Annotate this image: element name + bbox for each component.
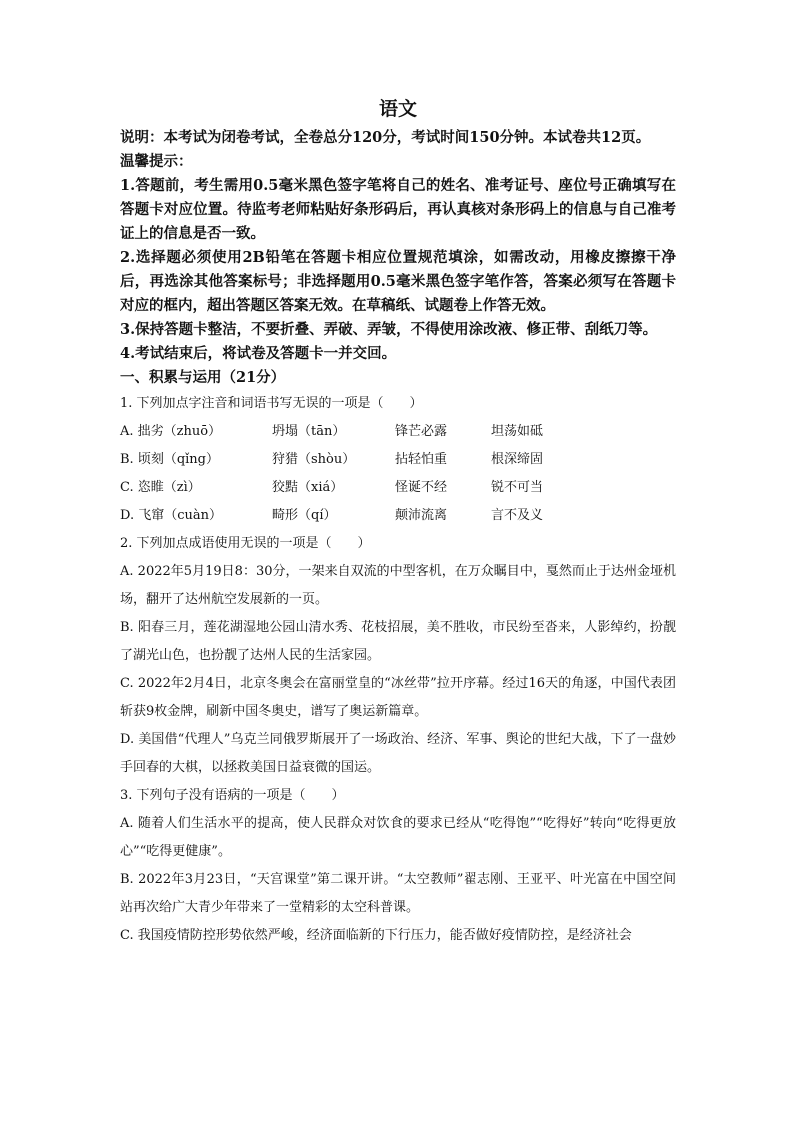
option-word: 言不及义	[491, 508, 544, 523]
option-word: 根深缔固	[491, 452, 544, 467]
question-3-stem: 3. 下列句子没有语病的一项是（ ）	[120, 788, 345, 803]
option-word: 畸形（qí）	[272, 508, 337, 523]
option-word: 锋芒必露	[395, 424, 448, 439]
option-word: D. 飞窜（cuàn）	[120, 508, 223, 523]
tip-1: 1.答题前，考生需用0.5毫米黑色签字笔将自己的姓名、准考证号、座位号正确填写在答题卡对应位置。待监考老师粘贴好条形码后，再认真核对条形码上的信息与自己准考证上的信息是否一致。	[120, 177, 676, 242]
option-word: 狡黠（xiá）	[272, 480, 344, 495]
question-1-option-c	[120, 474, 676, 502]
exam-title: 语文	[378, 98, 417, 120]
exam-page	[120, 96, 676, 950]
option-word: C. 恣睢（zì）	[120, 480, 201, 495]
option-word: 拈轻怕重	[395, 452, 448, 467]
question-1-option-a	[120, 418, 676, 446]
tip-3: 3.保持答题卡整洁，不要折叠、弄破、弄皱，不得使用涂改液、修正带、刮纸刀等。	[120, 321, 658, 338]
question-1-option-b	[120, 446, 676, 474]
tips-heading: 温馨提示：	[120, 153, 193, 170]
tip-4: 4.考试结束后，将试卷及答题卡一并交回。	[120, 345, 397, 362]
option-word: 怪诞不经	[395, 480, 448, 495]
question-2-option-b: B. 阳春三月，莲花湖湿地公园山清水秀、花枝招展，美不胜收，市民纷至沓来，人影绰约，扮靓了湖光山色，也扮靓了达州人民的生活家园。	[120, 620, 676, 663]
question-2-option-a: A. 2022年5月19日8：30分，一架来自双流的中型客机，在万众瞩目中，戛然而止于达州金垭机场，翻开了达州航空发展新的一页。	[120, 564, 676, 607]
option-word: B. 顷刻（qǐng）	[120, 452, 219, 467]
question-1-option-d	[120, 502, 676, 530]
question-3-option-b: B. 2022年3月23日，“天宫课堂”第二课开讲。“太空教师”翟志刚、王亚平、叶光富在中国空间站再次给广大青少年带来了一堂精彩的太空科普课。	[120, 872, 676, 915]
question-2-stem: 2. 下列加点成语使用无误的一项是（ ）	[120, 536, 371, 551]
option-word: A. 拙劣（zhuō）	[120, 424, 222, 439]
option-word: 锐不可当	[491, 480, 544, 495]
question-1-stem: 1. 下列加点字注音和词语书写无误的一项是（ ）	[120, 396, 423, 411]
option-word: 坍塌（tān）	[272, 424, 346, 439]
question-2-option-d: D. 美国借“代理人”乌克兰同俄罗斯展开了一场政治、经济、军事、舆论的世纪大战，下了一盘妙手回春的大棋，以拯救美国日益衰微的国运。	[120, 732, 676, 775]
option-word: 颠沛流离	[395, 508, 448, 523]
option-word: 坦荡如砥	[491, 424, 544, 439]
section-heading: 一、积累与运用（21分）	[120, 369, 286, 386]
option-word: 狩猎（shòu）	[272, 452, 356, 467]
question-3-option-a: A. 随着人们生活水平的提高，使人民群众对饮食的要求已经从“吃得饱”“吃得好”转向“吃得更放心”“吃得更健康”。	[120, 816, 676, 859]
question-3-option-c: C. 我国疫情防控形势依然严峻，经济面临新的下行压力，能否做好疫情防控，是经济社会	[120, 928, 632, 943]
tip-2: 2.选择题必须使用2B铅笔在答题卡相应位置规范填涂，如需改动，用橡皮擦擦干净后，再选涂其他答案标号；非选择题用0.5毫米黑色签字笔作答，答案必须写在答题卡对应的框内，超出答题区答案无效。在草稿纸、试题卷上作答无效。	[120, 249, 676, 314]
exam-note: 说明：本考试为闭卷考试，全卷总分120分，考试时间150分钟。本试卷共12页。	[120, 129, 651, 146]
question-2-option-c: C. 2022年2月4日，北京冬奥会在富丽堂皇的“冰丝带”拉开序幕。经过16天的角逐，中国代表团斩获9枚金牌，刷新中国冬奥史，谱写了奥运新篇章。	[120, 676, 676, 719]
